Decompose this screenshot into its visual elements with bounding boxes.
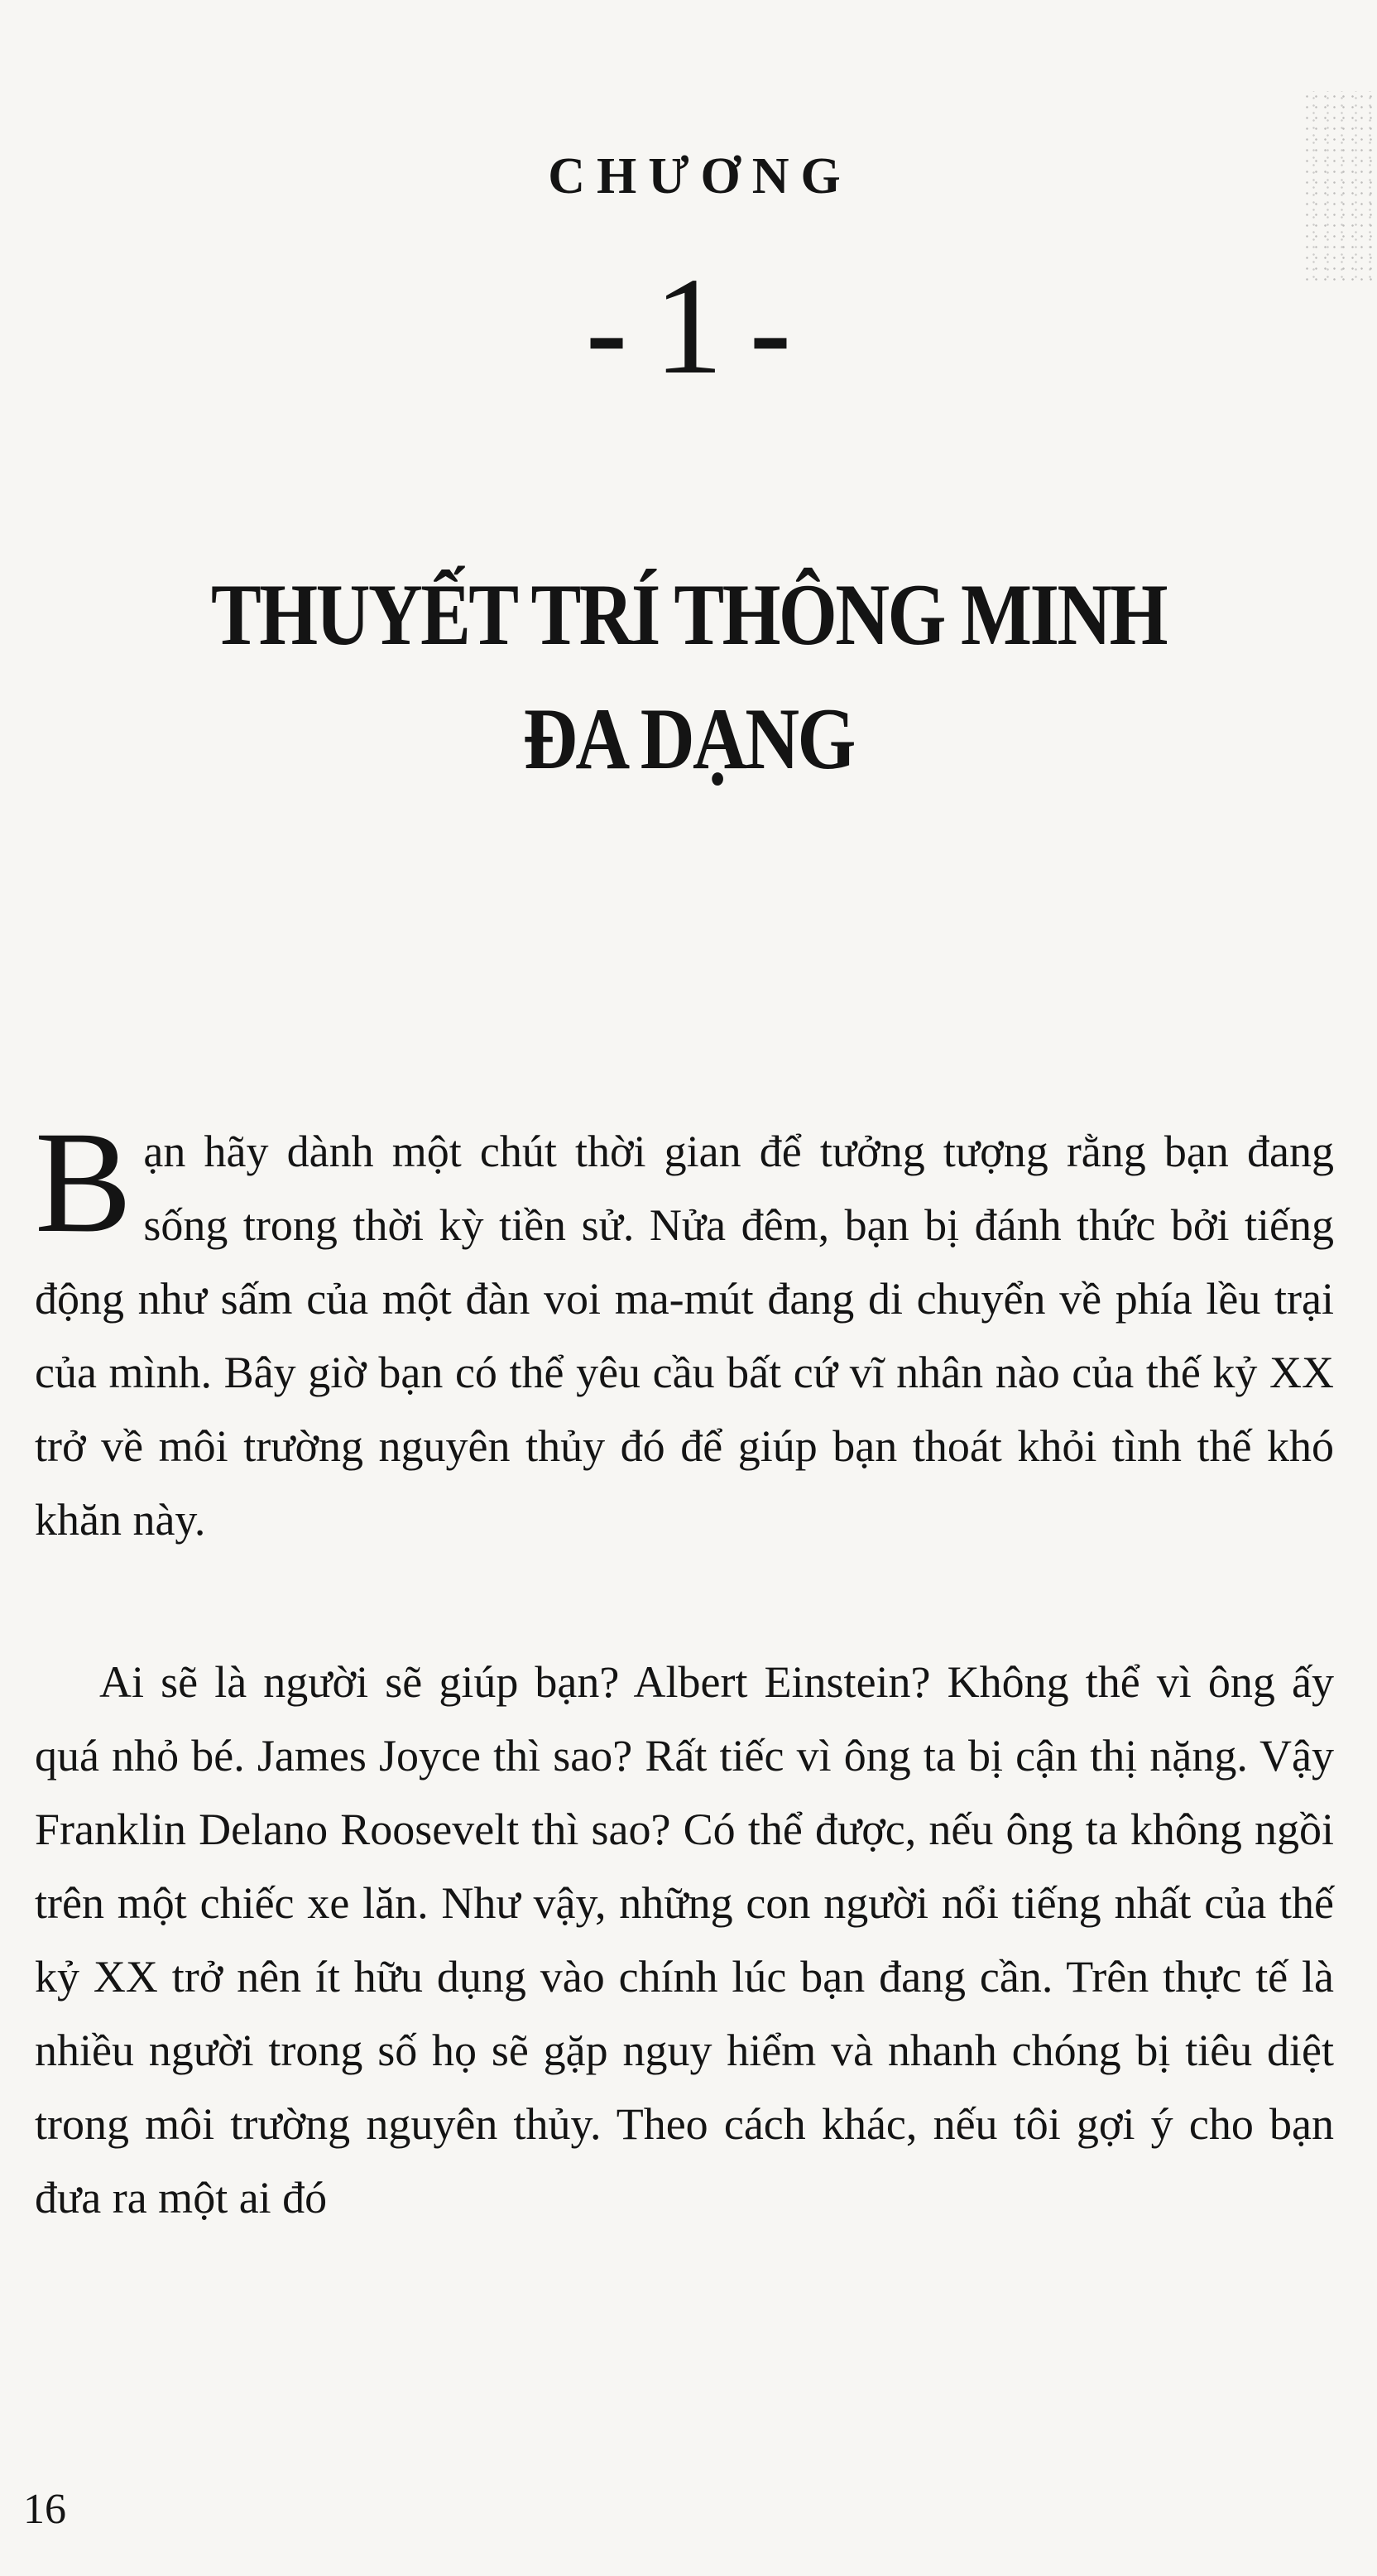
chapter-title-line-1: THUYẾT TRÍ THÔNG MINH	[211, 566, 1166, 663]
paragraph-1	[35, 1102, 1334, 1557]
page-number: 16	[23, 2486, 66, 2533]
drop-cap: B	[35, 1102, 132, 1263]
paragraph-1-text: ạn hãy dành một chút thời gian để tưởng tượng rằng bạn đang sống trong thời kỳ tiền sử. Nửa đêm, bạn bị đánh thức bởi tiếng động như sấm của một đàn voi ma-mút đang di chuyển về phía lều trại của mình. Bây giờ bạn có thể yêu cầu bất cứ vĩ nhân nào của thế kỷ XX trở về môi trường nguyên thủy đó để giúp bạn thoát khỏi tình thế khó khăn này.	[35, 1127, 1334, 1545]
chapter-number	[0, 249, 1377, 403]
chapter-number-dash-left: -	[586, 262, 627, 400]
paragraph-2: Ai sẽ là người sẽ giúp bạn? Albert Einstein? Không thể vì ông ấy quá nhỏ bé. James Joyce thì sao? Rất tiếc vì ông ta bị cận thị nặng. Vậy Franklin Delano Roosevelt thì sao? Có thể được, nếu ông ta không ngồi trên một chiếc xe lăn. Như vậy, những con người nổi tiếng nhất của thế kỷ XX trở nên ít hữu dụng vào chính lúc bạn đang cần. Trên thực tế là nhiều người trong số họ sẽ gặp nguy hiểm và nhanh chóng bị tiêu diệt trong môi trường nguyên thủy. Theo cách khác, nếu tôi gợi ý cho bạn đưa ra một ai đó	[35, 1657, 1334, 2223]
chapter-title-line-2: ĐA DẠNG	[523, 690, 854, 787]
chapter-number-dash-right: -	[750, 262, 791, 400]
chapter-number-value: 1	[654, 249, 723, 403]
chapter-title	[96, 553, 1280, 801]
chapter-label: CHƯƠNG	[548, 148, 852, 204]
